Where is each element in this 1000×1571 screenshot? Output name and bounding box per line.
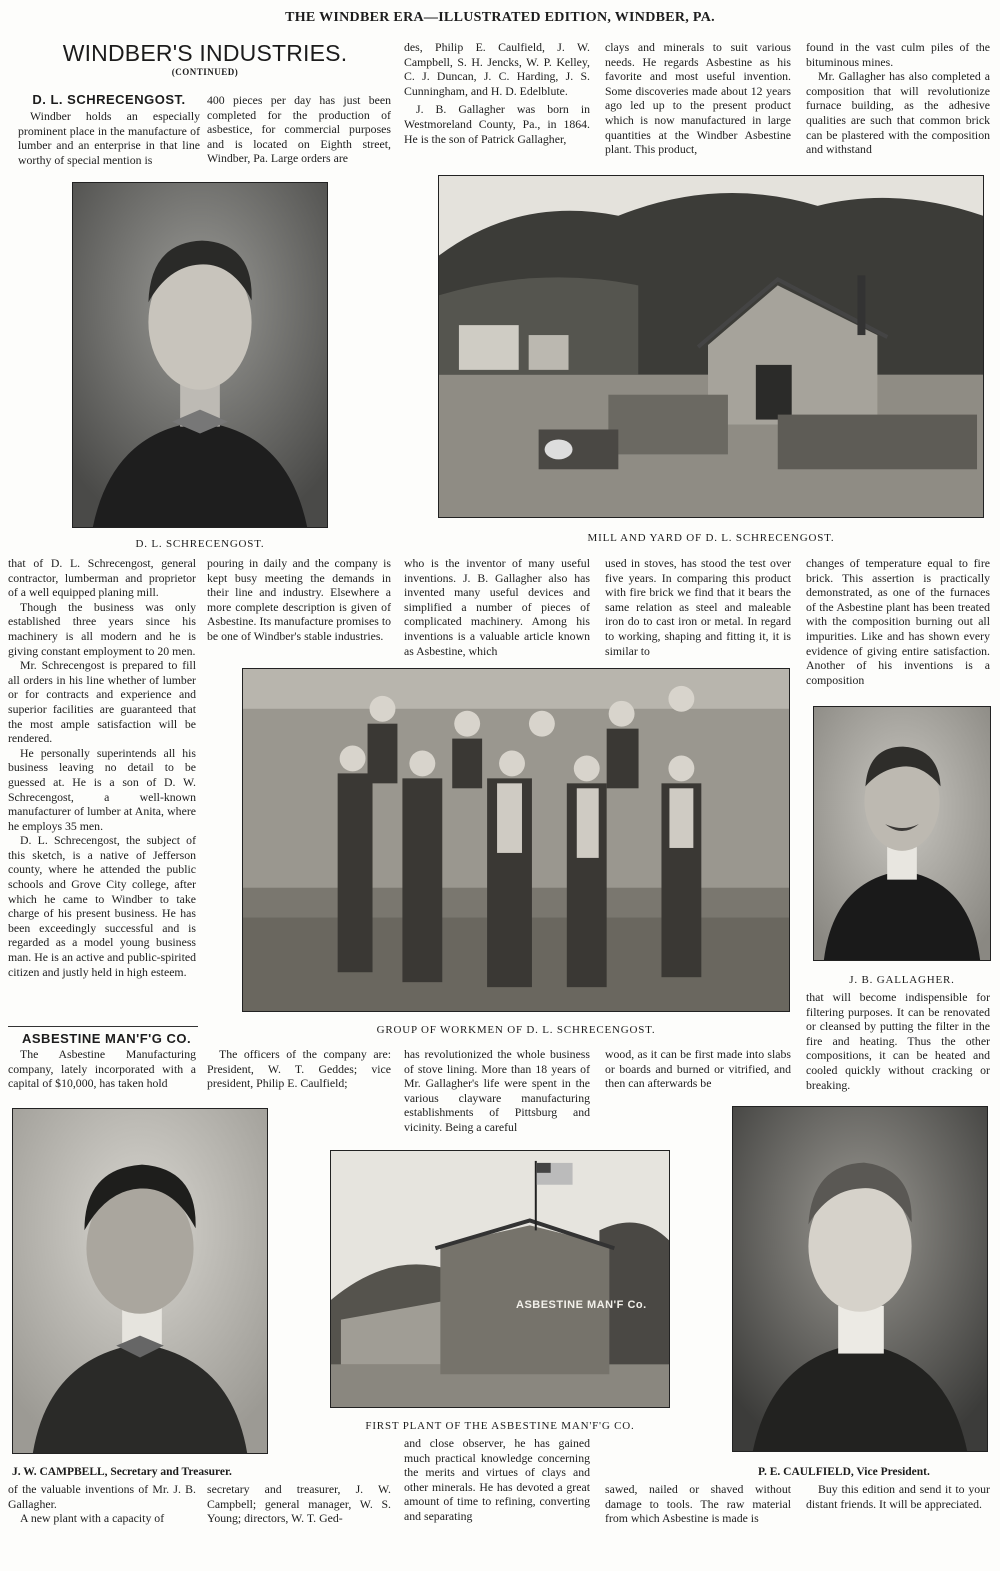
gallagher-portrait <box>813 706 991 961</box>
asbestine-col3: has revolutionized the whole business of stove lining. More than 18 years of Mr. Gallagher's life were spent in the various clayware manufacturing establishments of Pittsburg and vicinity. Being a careful <box>404 1047 590 1134</box>
schrecengost-heading: D. L. SCHRECENGOST. <box>32 92 186 107</box>
caulfield-portrait <box>732 1106 988 1452</box>
caption-workmen: GROUP OF WORKMEN OF D. L. SCHRECENGOST. <box>376 1024 656 1036</box>
asbestine-col4: wood, as it can be first made into slabs or boards and burned or vitrified, and then can afterwards be <box>605 1047 791 1091</box>
asbestine-plant-photo <box>330 1150 670 1408</box>
col5-top: found in the vast culm piles of the bituminous mines. Mr. Gallagher has also completed a composition that will revolutionize furnace building, as the adhesive qualities are such that common brick can be plastered with the composition and withstand <box>806 40 990 157</box>
page-subtitle: (CONTINUED) <box>171 67 239 77</box>
schrecengost-p1: Windber holds an especially prominent place in the manufacture of lumber and an enterprise in that line worthy of special mention is <box>18 109 200 167</box>
col3-mid: who is the inventor of many useful inventions. J. B. Gallagher also has invented many useful devices and simplified a number of pieces of complicated machinery. Among his inventions is a valuable article known as Asbestine, which <box>404 556 590 658</box>
asbestine-col2: The officers of the company are: President, W. T. Geddes; vice president, Philip E. Caulfield; <box>207 1047 391 1091</box>
caption-campbell: J. W. CAMPBELL, Secretary and Treasurer. <box>12 1466 232 1478</box>
mill-yard-photo <box>438 175 984 518</box>
plant-sign: ASBESTINE MAN'F Co. <box>516 1299 647 1311</box>
section-rule <box>8 1026 198 1027</box>
caption-caulfield: P. E. CAULFIELD, Vice President. <box>758 1466 930 1478</box>
schrecengost-portrait <box>72 182 328 528</box>
campbell-portrait <box>12 1108 268 1454</box>
caption-plant: FIRST PLANT OF THE ASBESTINE MAN'F'G CO. <box>365 1420 635 1432</box>
col4-top: clays and minerals to suit various needs. He regards Asbestine as his favorite and most useful invention. Some discoveries made about 12 years ago led up to the present product which is now manufactured in large quantities at the Windber Asbestine plant. This product, <box>605 40 791 157</box>
col2-mid: pouring in daily and the company is kept busy meeting the demands in their line and industry. Elsewhere a more complete description is given of Asbestine. Its manufacture promises to be one of Windber's stable industries. <box>207 556 391 643</box>
asbestine-intro <box>22 1031 202 1046</box>
workmen-group-photo <box>242 668 790 1012</box>
col2-top: 400 pieces per day has just been completed for the production of asbestice, for commercial purposes and is located on Eighth street, Windber, Pa. Large orders are <box>207 93 391 166</box>
schrecengost-intro <box>18 92 200 167</box>
caption-gallagher: J. B. GALLAGHER. <box>849 974 955 986</box>
schrecengost-body: that of D. L. Schrecengost, general contractor, lumberman and proprietor of a well equipped planing mill. Though the business was only established three years since his machinery is all modern and he is giving constant employment to 20 men. Mr. Schrecengost is prepared to fill all orders in his line whether of lumber or for contracts and experience and superior facilities are guaranteed that the most ample satisfaction will be rendered. He personally superintends all his business leaving no detail to be guessed at. He is a son of D. W. Schrecengost, a well-known manufacturer of lumber at Anita, where he employs 35 men. D. L. Schrecengost, the subject of this sketch, is a native of Jefferson county, where he attended the public schools and Grove City college, after which he came to Windber to take charge of his present business. He has been exceedingly successful and is regarded as a model young business man. He is an active and public-spirited citizen and justly held in high esteem. <box>8 556 196 979</box>
asbestine-heading: ASBESTINE MAN'F'G CO. <box>22 1031 192 1046</box>
col5-low: that will become indispensible for filtering purposes. It can be renovated or cleansed by putting the filter in the fire and heating. Thus the other compositions, it can be heated and cooled quickly without cracking or breaking. <box>806 990 990 1092</box>
asbestine-col4-bottom: sawed, nailed or shaved without damage to tools. The raw material from which Asbestine is made is <box>605 1482 791 1526</box>
caption-mill-yard: MILL AND YARD OF D. L. SCHRECENGOST. <box>587 532 835 544</box>
closing-note: Buy this edition and send it to your distant friends. It will be appreciated. <box>806 1482 990 1511</box>
col5-mid: changes of temperature equal to fire brick. This assertion is practically demonstrated, as one of the furnaces of the Asbestine plant has been treated with the composition burning out all impurities. Like and has shown every evidence of giving entire satisfaction. Another of his inventions is a composition <box>806 556 990 687</box>
page-title: WINDBER'S INDUSTRIES. <box>62 40 348 66</box>
asbestine-col3-bottom: and close observer, he has gained much practical knowledge concerning the merits and virtues of clays and other minerals. He has devoted a great amount of time to refining, converting and separating <box>404 1436 590 1523</box>
caption-schrecengost: D. L. SCHRECENGOST. <box>135 538 265 550</box>
asbestine-col2-bottom: secretary and treasurer, J. W. Campbell; general manager, W. S. Young; directors, W. T. Ged- <box>207 1482 391 1526</box>
col4-mid: used in stoves, has stood the test over five years. In comparing this product with fire brick we find that it bears the same relation as steel and maleable iron do to cast iron or metal. In regard to working, shaping and fitting it, it is similar to <box>605 556 791 658</box>
asbestine-tail: of the valuable inventions of Mr. J. B. Gallagher. A new plant with a capacity of <box>8 1482 196 1526</box>
asbestine-p1: The Asbestine Manufacturing company, lately incorporated with a capital of $10,000, has taken hold <box>8 1047 196 1091</box>
col3-top: des, Philip E. Caulfield, J. W. Campbell, S. H. Jencks, W. P. Kelley, C. J. Duncan, J. C. Harding, J. S. Cunningham, and H. D. Edelblute. J. B. Gallagher was born in Westmoreland County, Pa., in 1864. He is the son of Patrick Gallagher, <box>404 40 590 146</box>
masthead: THE WINDBER ERA—ILLUSTRATED EDITION, WINDBER, PA. <box>285 10 715 25</box>
